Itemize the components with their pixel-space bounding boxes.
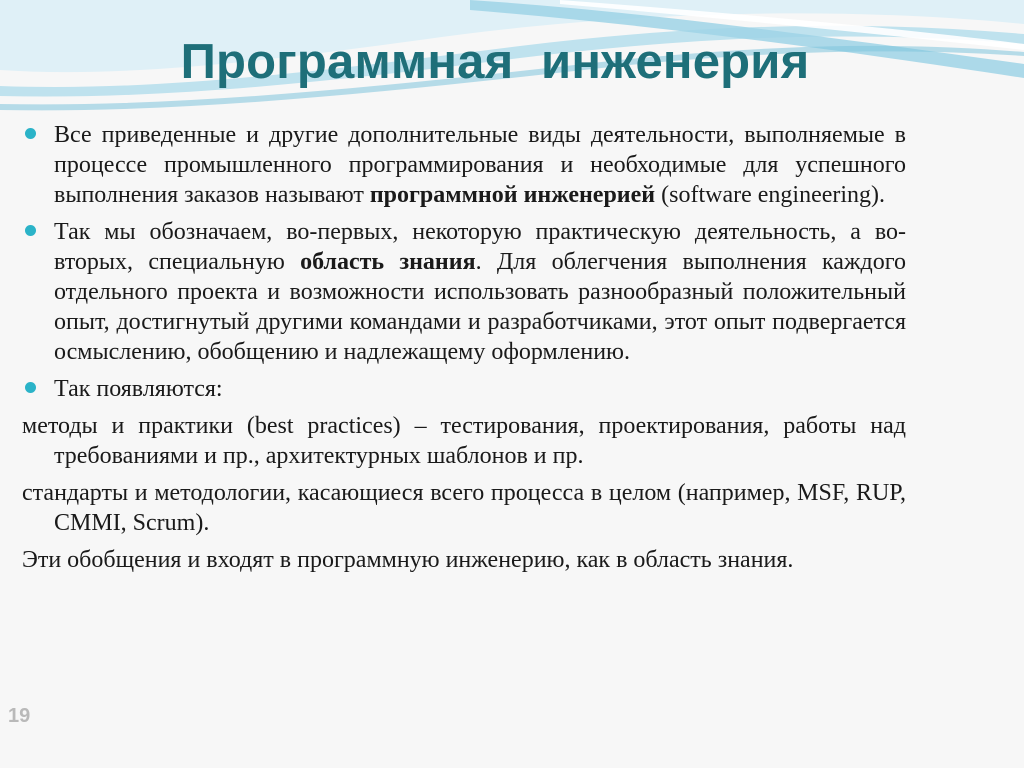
bullet-paragraph-3 [22,374,906,404]
bold-term: программной инженерией [369,182,656,208]
paragraph-text: Так мы обозначаем, во-первых, некоторую практическую деятельность, а во-вторых, специальную [54,219,906,275]
page-number: 19 [8,705,31,727]
bullet-icon [25,225,36,236]
bullet-icon [25,382,36,393]
paragraph-text: Так появляются: [54,376,223,402]
paragraph-text: Все приведенные и другие дополнительные виды деятельности, выполняемые в процессе промышленного программирования и необходимые для успешного выполнения заказов называют [54,122,906,208]
paragraph-standards: стандарты и методологии, касающиеся всего процесса в целом (например, MSF, RUP, CMMI, Scrum). [22,480,906,536]
slide-title: Программная инженерия [180,35,810,89]
bullet-paragraph-1 [22,120,906,210]
paragraph-conclusion: Эти обобщения и входят в программную инженерию, как в область знания. [22,547,794,573]
paragraph-text: (software engineering). [655,182,886,208]
paragraph-text: . Для облегчения выполнения каждого отдельного проекта и возможности использовать разнообразный положительный опыт, достигнутый другими командами и разработчиками, этот опыт подвергается осмыслению, обобщению и надлежащему оформлению. [54,249,906,365]
slide-body [22,120,906,582]
bullet-paragraph-2 [22,217,906,367]
paragraph-methods: методы и практики (best practices) – тестирования, проектирования, работы над требованиями и пр., архитектурных шаблонов и пр. [22,413,906,469]
bold-term: область знания [300,249,476,275]
bullet-icon [25,128,36,139]
